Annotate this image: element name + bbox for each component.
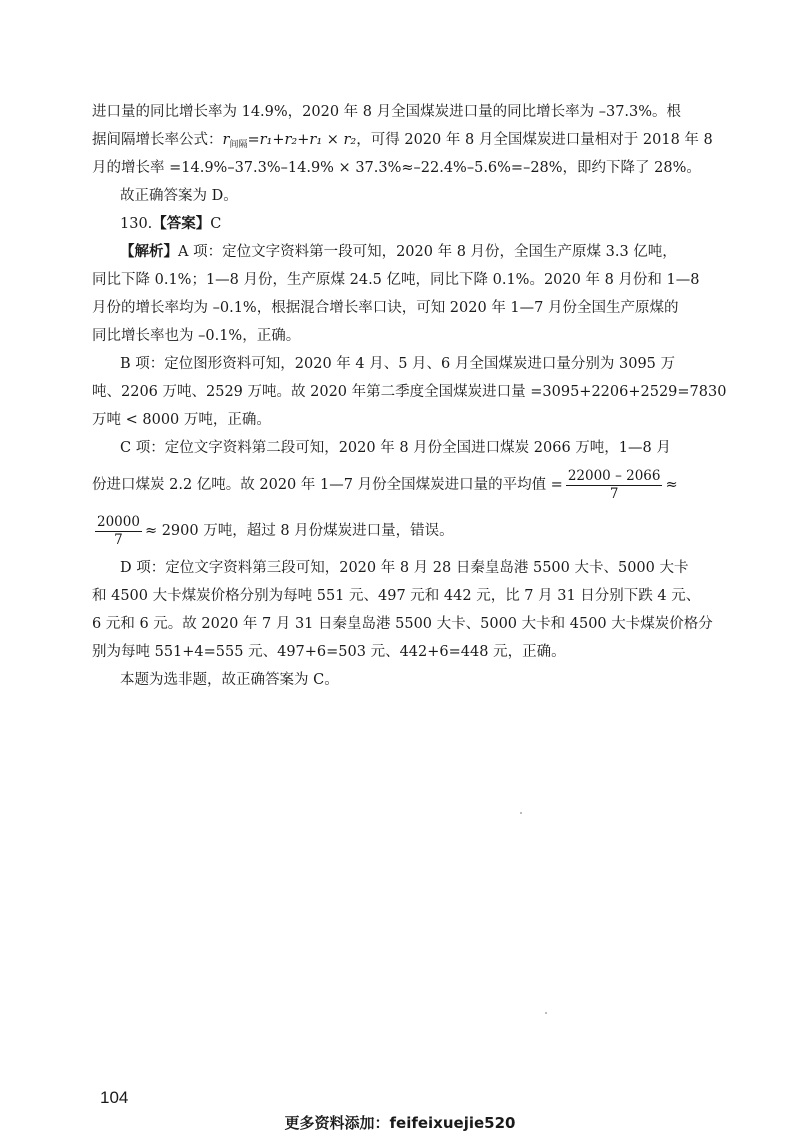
text-line: 别为每吨 551+4=555 元、497+6=503 元、442+6=448 元，正确。 bbox=[92, 644, 566, 660]
text-line: 6 元和 6 元。故 2020 年 7 月 31 日秦皇岛港 5500 大卡、5000 大卡和 4500 大卡煤炭价格分 bbox=[92, 616, 713, 632]
option-b-line: B 项：定位图形资料可知，2020 年 4 月、5 月、6 月全国煤炭进口量分别为 3095 万 bbox=[120, 356, 676, 372]
text-line: 月的增长率 =14.9%–37.3%–14.9% × 37.3%≈–22.4%–5.6%=–28%，即约下降了 28%。 bbox=[92, 160, 701, 176]
fraction: $\frac{20000}{7}$ bbox=[97, 513, 140, 548]
text-line: 万吨 < 8000 万吨，正确。 bbox=[92, 412, 271, 428]
scan-speck bbox=[520, 812, 522, 814]
option-d-line: D 项：定位文字资料第三段可知，2020 年 8 月 28 日秦皇岛港 5500 大卡、5000 大卡 bbox=[120, 560, 689, 576]
fraction-line: 份进口煤炭 2.2 亿吨。故 2020 年 1—7 月份全国煤炭进口量的平均值 = $\frac{22000 - 2066}{7}$ ≈ bbox=[92, 467, 678, 502]
text-line: 进口量的同比增长率为 14.9%，2020 年 8 月全国煤炭进口量的同比增长率为 –37.3%。根 bbox=[92, 104, 682, 120]
formula-line: 据间隔增长率公式：$r_{间隔}=r_1+r_2+r_1 \times r_2$，可得 2020 年 8 月全国煤炭进口量相对于 2018 年 8 bbox=[92, 132, 713, 150]
option-c-line: C 项：定位文字资料第二段可知，2020 年 8 月份全国进口煤炭 2066 万吨，1—8 月 bbox=[120, 440, 671, 456]
fraction-line: $\frac{20000}{7}$ ≈ 2900 万吨，超过 8 月份煤炭进口量，错误。 bbox=[97, 513, 454, 548]
fraction: $\frac{22000 - 2066}{7}$ bbox=[567, 467, 661, 502]
analysis-line: 【解析】A 项：定位文字资料第一段可知，2020 年 8 月份，全国生产原煤 3.3 亿吨， bbox=[120, 243, 677, 260]
question-heading: 130.【答案】C bbox=[120, 215, 222, 232]
page-number: 104 bbox=[100, 1088, 129, 1107]
answer-130-explanation bbox=[92, 98, 727, 694]
footer-note: 更多资料添加：feifeixuejie520 bbox=[284, 1114, 516, 1132]
scan-speck bbox=[545, 1012, 547, 1014]
text-line: 吨、2206 万吨、2529 万吨。故 2020 年第二季度全国煤炭进口量 =3095+2206+2529=7830 bbox=[92, 384, 727, 400]
final-answer-line: 本题为选非题，故正确答案为 C。 bbox=[120, 672, 339, 688]
text-line: 月份的增长率均为 –0.1%，根据混合增长率口诀，可知 2020 年 1—7 月份全国生产原煤的 bbox=[92, 300, 679, 316]
conclusion-line: 故正确答案为 D。 bbox=[120, 188, 238, 204]
text-line: 和 4500 大卡煤炭价格分别为每吨 551 元、497 元和 442 元，比 7 月 31 日分别下跌 4 元、 bbox=[92, 588, 701, 604]
text-line: 同比增长率也为 –0.1%，正确。 bbox=[92, 328, 301, 344]
text-line: 同比下降 0.1%；1—8 月份，生产原煤 24.5 亿吨，同比下降 0.1%。2020 年 8 月份和 1—8 bbox=[92, 272, 700, 288]
